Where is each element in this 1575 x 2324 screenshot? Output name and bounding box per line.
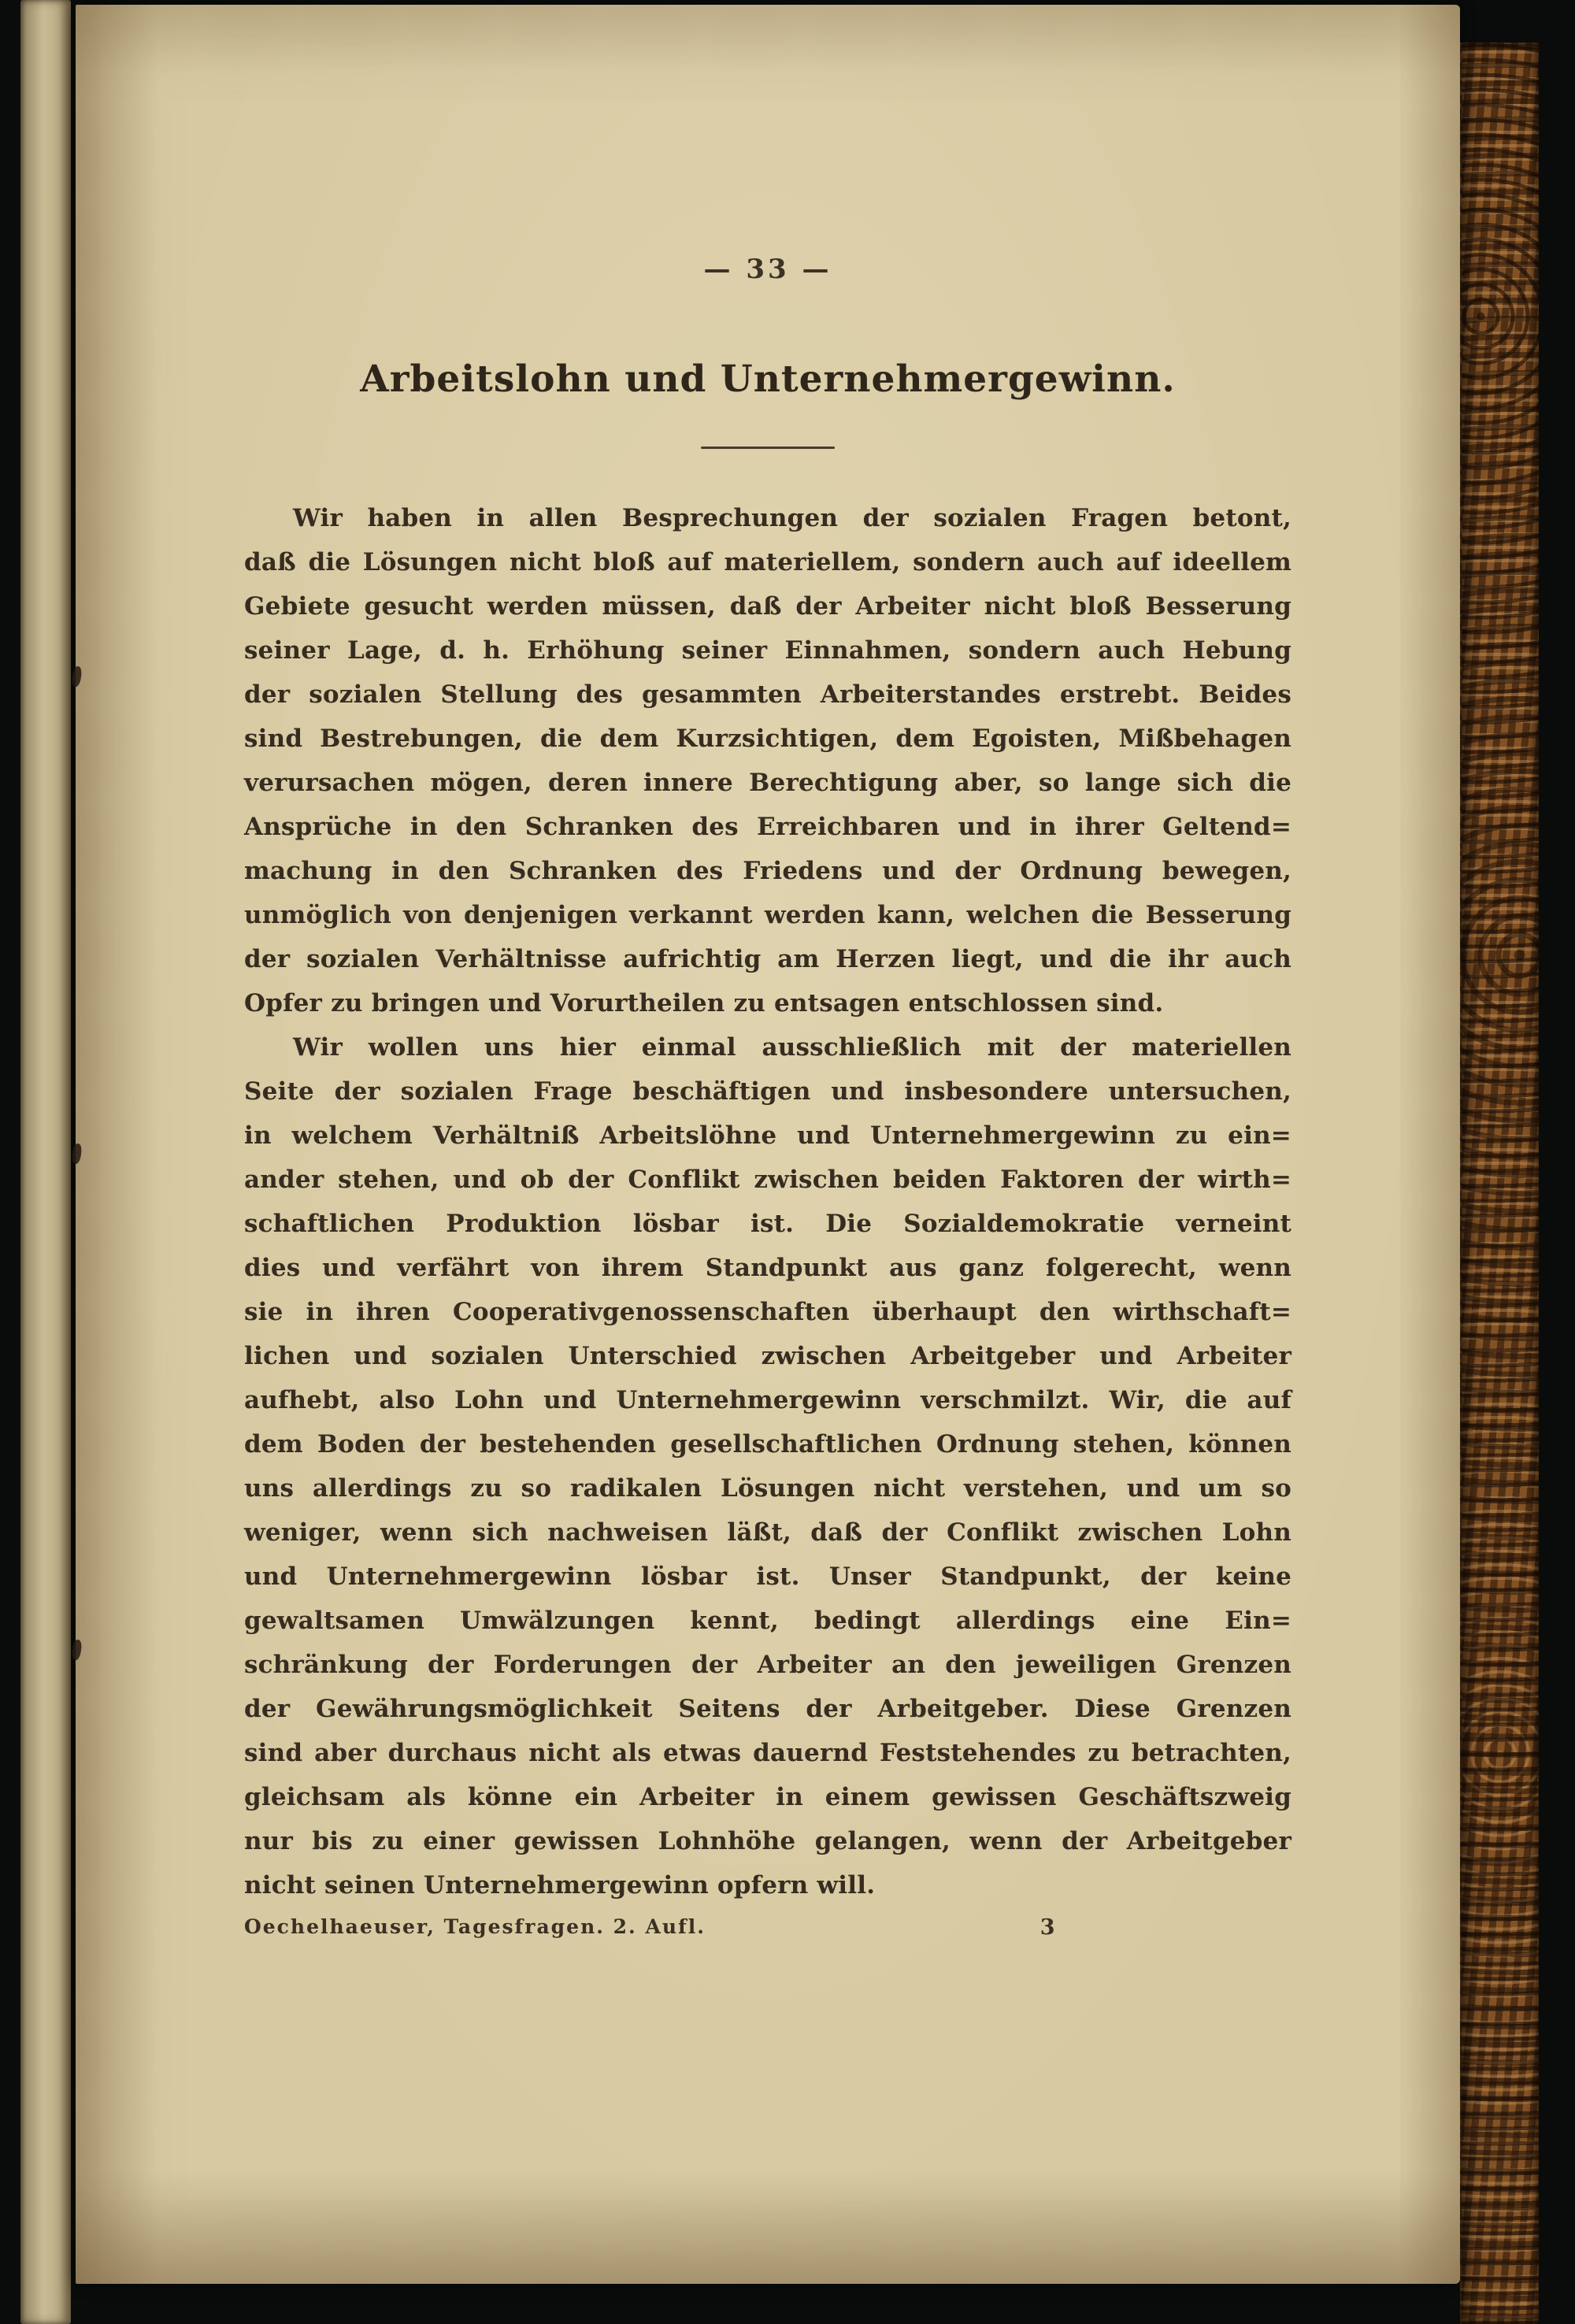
text-line: dies und verfährt von ihrem Standpunkt aus ganz folgerecht, wenn [244,1254,1292,1282]
text-line: Gebiete gesucht werden müssen, daß der Arbeiter nicht bloß Besserung [244,592,1292,621]
text-line: gleichsam als könne ein Arbeiter in einem gewissen Geschäftszweig [244,1783,1292,1811]
text-line: aufhebt, also Lohn und Unternehmergewinn verschmilzt. Wir, die auf [244,1386,1292,1414]
text-line: gewaltsamen Umwälzungen kennt, bedingt allerdings eine Ein= [244,1607,1292,1635]
text-line: unmöglich von denjenigen verkannt werden kann, welchen die Besserung [244,901,1292,929]
page-number: — 33 — [703,254,832,285]
text-line: machung in den Schranken des Friedens und der Ordnung bewegen, [244,857,1292,885]
text-line: Seite der sozialen Frage beschäftigen und insbesondere untersuchen, [244,1077,1292,1106]
text-line: der Gewährungsmöglichkeit Seitens der Arbeitgeber. Diese Grenzen [244,1695,1292,1723]
text-line: Wir wollen uns hier einmal ausschließlich mit der materiellen [293,1033,1292,1062]
text-line: der sozialen Verhältnisse aufrichtig am Herzen liegt, und die ihr auch [244,945,1292,973]
text-line: Opfer zu bringen und Vorurtheilen zu entsagen entschlossen sind. [244,989,1164,1017]
text-line: schaftlichen Produktion lösbar ist. Die Sozialdemokratie verneint [244,1210,1292,1238]
book-page [76,5,1460,2284]
page-edge-left [20,0,71,2324]
text-line: nur bis zu einer gewissen Lohnhöhe gelangen, wenn der Arbeitgeber [244,1827,1292,1855]
text-line: Wir haben in allen Besprechungen der sozialen Fragen betont, [293,504,1292,532]
body-text [244,496,1292,1907]
text-line: nicht seinen Unternehmergewinn opfern will. [244,1871,876,1900]
text-line: in welchem Verhältniß Arbeitslöhne und Unternehmergewinn zu ein= [244,1121,1292,1150]
text-line: Ansprüche in den Schranken des Erreichbaren und in ihrer Geltend= [244,813,1292,841]
text-line: lichen und sozialen Unterschied zwischen Arbeitgeber und Arbeiter [244,1342,1292,1370]
paragraph-1 [244,496,1292,1025]
marbled-book-edge [1460,43,1539,2324]
text-line: seiner Lage, d. h. Erhöhung seiner Einnahmen, sondern auch Hebung [244,636,1292,665]
paragraph-2 [244,1025,1292,1907]
text-line: und Unternehmergewinn lösbar ist. Unser Standpunkt, der keine [244,1562,1292,1591]
text-line: sind Bestrebungen, die dem Kurzsichtigen, dem Egoisten, Mißbehagen [244,725,1292,753]
chapter-title: Arbeitslohn und Unternehmergewinn. [360,358,1176,401]
text-line: sie in ihren Cooperativgenossenschaften überhaupt den wirthschaft= [244,1298,1292,1326]
text-line: sind aber durchaus nicht als etwas dauernd Feststehendes zu betrachten, [244,1739,1292,1767]
text-line: der sozialen Stellung des gesammten Arbeiterstandes erstrebt. Beides [244,680,1292,709]
text-line: uns allerdings zu so radikalen Lösungen nicht verstehen, und um so [244,1474,1292,1503]
text-line: daß die Lösungen nicht bloß auf materiellem, sondern auch auf ideellem [244,548,1292,576]
text-block [244,5,1292,2284]
text-line: schränkung der Forderungen der Arbeiter an den jeweiligen Grenzen [244,1651,1292,1679]
text-line: weniger, wenn sich nachweisen läßt, daß der Conflikt zwischen Lohn [244,1518,1292,1547]
text-line: ander stehen, und ob der Conflikt zwischen beiden Faktoren der wirth= [244,1166,1292,1194]
text-line: verursachen mögen, deren innere Berechtigung aber, so lange sich die [244,769,1292,797]
sheet-signature: 3 [1040,1915,1055,1940]
footer-imprint: Oechelhaeuser, Tagesfragen. 2. Aufl. [244,1915,706,1938]
text-line: dem Boden der bestehenden gesellschaftlichen Ordnung stehen, können [244,1430,1292,1459]
page-footer [244,1915,1292,1942]
title-divider [701,447,835,449]
